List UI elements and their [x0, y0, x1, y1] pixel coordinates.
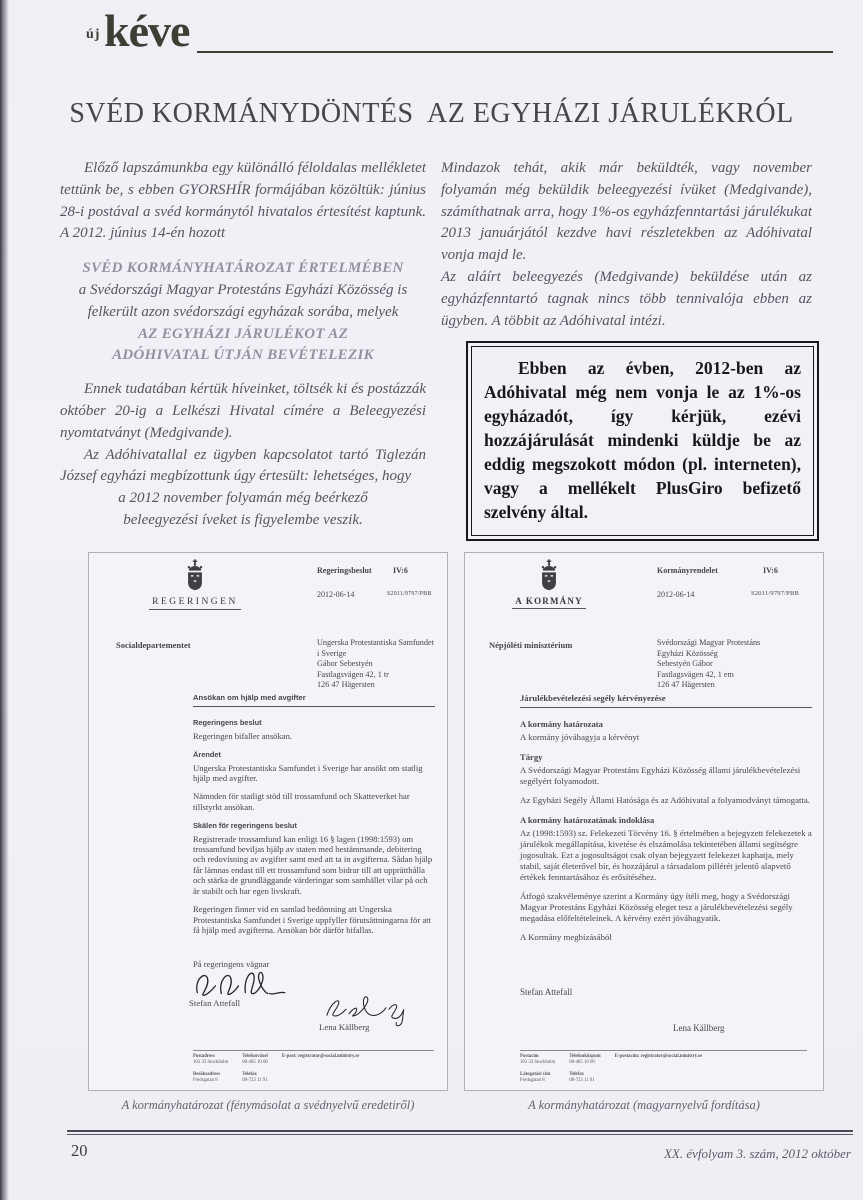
- crown-shield-icon: [182, 559, 208, 591]
- article-title: SVÉD KORMÁNYDÖNTÉS AZ EGYHÁZI JÁRULÉKRÓL: [69, 98, 794, 129]
- page-number: 20: [71, 1141, 88, 1160]
- footer-label: Postacím: [520, 1054, 539, 1059]
- doc-reference: S2011/9797/PBB: [751, 590, 800, 597]
- subject-heading: Ansökan om hjälp med avgifter: [193, 693, 435, 707]
- footer-label: Telefonközpont: [569, 1054, 601, 1059]
- section-paragraph: A kormány jóváhagyja a kérvényt: [520, 732, 640, 742]
- signer-name: Stefan Attefall: [189, 998, 241, 1008]
- section-title: Ärendet: [193, 750, 221, 760]
- logo-prefix: új: [86, 27, 101, 42]
- document-hungarian-translation: [464, 552, 824, 1091]
- footer-value: 08-405 10 00: [569, 1060, 595, 1065]
- recipient-address: [657, 638, 760, 691]
- footer-column: [282, 1054, 360, 1084]
- section-title: Regeringens beslut: [193, 718, 262, 728]
- footer-label: Postadress: [193, 1054, 215, 1059]
- recipient-line: Sebestyén Gábor: [657, 659, 713, 669]
- recipient-line: Gábor Sebestyén: [317, 659, 373, 669]
- government-name: A KORMÁNY: [512, 596, 586, 609]
- paragraph: Mindazok tehát, akik már beküldték, vagy november folyamán még beküldik beleegyezési ívüket (Medgivande), számíthatnak arra, hogy 1%-os egyházfenntartási járulékukat 2013 januárjától kezdve havi részletekben az Adóhivatal vonja majd le.: [441, 160, 812, 264]
- emphasis-line: felkerült azon svédországi egyházak sorába, melyek: [87, 303, 399, 320]
- section-paragraph: Ungerska Protestantiska Samfundet i Sverige har ansökt om statlig hjälp med avgifter.: [193, 762, 423, 784]
- scan-edge-shadow: [0, 0, 9, 1200]
- emphasis-line: a Svédországi Magyar Protestáns Egyházi Közösség is: [78, 281, 408, 298]
- footer-rule: [67, 1130, 853, 1135]
- section-paragraph: Regeringen bifaller ansökan.: [193, 730, 293, 741]
- section-title: Tárgy: [520, 752, 543, 762]
- recipient-address: [317, 638, 434, 691]
- recipient-line: i Sverige: [317, 648, 347, 658]
- paragraph: Előző lapszámunkba egy különálló féloldalas mellékletet tettünk be, s ebben GYORSHÍR formájában közöltük: június 28-i postával a svéd kormánytól hivatalos értesítést kaptunk. A 2012. június 14-én hozott: [60, 160, 426, 242]
- recipient-line: Fastlagsvägen 42, 1 em: [657, 669, 734, 679]
- government-name: REGERINGEN: [149, 597, 241, 610]
- government-emblem: [493, 559, 605, 609]
- footer-label: Telefax: [242, 1072, 257, 1077]
- document-swedish-original: [88, 552, 448, 1091]
- doc-type-label: Regeringsbeslut: [317, 566, 372, 575]
- footer-column: [569, 1054, 601, 1084]
- footer-column: [520, 1054, 555, 1084]
- footer-label: Látogatási cím: [520, 1072, 551, 1077]
- section-title: A kormány határozata: [520, 719, 603, 729]
- signer-name: Stefan Attefall: [520, 987, 573, 997]
- notice-text: Ebben az évben, 2012-ben az Adóhivatal még nem vonja le az 1%-os egyházadót, így kérjük, ezévi hozzájárulását mindenki küldje be az eddig megszokott módon (pl. interneten), vagy a mellékelt PlusGiro befizető szelvény által.: [471, 346, 814, 536]
- section-title: Skälen för regeringens beslut: [193, 821, 297, 831]
- doc-body: [520, 693, 812, 951]
- doc-type-label: Kormányrendelet: [657, 566, 718, 575]
- doc-number: IV:6: [393, 566, 408, 575]
- footer-value: 103 33 Stockholm: [520, 1060, 556, 1065]
- masthead-rule: [197, 51, 833, 53]
- article-column-left: [60, 158, 426, 532]
- section-paragraph: Regeringen finner vid en samlad bedömning att Ungerska Protestantiska Samfundet i Sverige uppfyller förutsättningarna för att få hjälp med avgifterna. Ansökan bör därför bifallas.: [193, 904, 431, 935]
- paragraph: Az aláírt beleegyezés (Medgivande) beküldése után az egyházfenntartó tagnak nincs több tennivalója ebben az ügyben. A többit az Adóhivatal intézi.: [441, 268, 812, 329]
- footer-label: Besöksadress: [193, 1072, 221, 1077]
- recipient-line: Svédországi Magyar Protestáns: [657, 638, 761, 647]
- crown-shield-icon: [536, 559, 562, 591]
- footer-value: Fredsgatan 8: [193, 1078, 218, 1083]
- recipient-line: 126 47 Hägersten: [657, 680, 715, 690]
- footer-label: Telefonväxel: [242, 1054, 268, 1059]
- paragraph: a 2012 november folyamán még beérkező: [118, 490, 368, 507]
- paragraph: Ennek tudatában kértük híveinket, töltsék ki és postázzák október 20-ig a Lelkészi Hivatal címére a Beleegyezési nyomtatványt (Medgivande).: [60, 381, 426, 441]
- closing-line: A Kormány megbízásából: [520, 932, 612, 942]
- paragraph: Az Adóhivatallal ez ügyben kapcsolatot tartó Tiglezán József egyházi megbízottunk úgy értesült: lehetséges, hogy: [60, 446, 426, 485]
- subject-heading: Járulékbevételezési segély kérvényezése: [520, 693, 812, 708]
- doc-date: 2012-06-14: [317, 590, 355, 599]
- recipient-line: Ungerska Protestantiska Samfundet: [317, 638, 434, 647]
- doc-body: [193, 693, 435, 943]
- doc-reference: S2011/9797/PBB: [387, 591, 432, 597]
- closing-line: På regeringens vägnar: [193, 959, 270, 969]
- footer-column: [615, 1054, 702, 1084]
- logo-word: kéve: [104, 5, 190, 56]
- footer-column: [193, 1054, 228, 1084]
- issue-info: XX. évfolyam 3. szám, 2012 október: [663, 1146, 851, 1161]
- section-title: A kormány határozatának indoklása: [520, 815, 655, 825]
- section-paragraph: A Svédországi Magyar Protestáns Egyházi Közösség állami járulékbevételezési segélyért folyamodott.: [520, 765, 801, 786]
- section-paragraph: Registrerade trossamfund kan enligt 16 § lagen (1998:1593) om trossamfund beviljas hjälp av staten med bestämmande, debitering och redovisning av avgifter samt med att ta in avgifterna. Sådan hjälp får lämnas endast till ett trossamfund som bidrar till att upprätthålla och stärka de grundläggande värderingar som samhället vilar på och är stabilt och har egen livskraft.: [193, 833, 433, 896]
- signer-name: Lena Källberg: [319, 1022, 370, 1032]
- department-label: Népjóléti minisztérium: [489, 640, 573, 650]
- section-paragraph: Nämnden för statligt stöd till trossamfund och Skatteverket har tillstyrkt ansökan.: [193, 791, 410, 812]
- footer-value: Fredsgatan 8: [520, 1078, 545, 1083]
- emphasis-line: AZ EGYHÁZI JÁRULÉKOT AZ: [137, 325, 349, 342]
- signature-block: [319, 993, 419, 1032]
- footer-value: 103 33 Stockholm: [193, 1060, 229, 1065]
- section-paragraph: Átfogó szakvéleménye szerint a Kormány úgy ítéli meg, hogy a Svédországi Magyar Protestáns Egyházi Közösség eleget tesz a járulékbevételezési segély megadása előfeltételeinek. A kérvény ezért jóváhagyatik.: [520, 891, 793, 923]
- emphasis-line: SVÉD KORMÁNYHATÁROZAT ÉRTELMÉBEN: [82, 260, 404, 277]
- section-paragraph: Az Egyházi Segély Állami Hatósága és az Adóhivatal a folyamodványt támogatta.: [520, 795, 810, 805]
- doc-footer: [193, 1050, 434, 1084]
- notice-box: [466, 341, 819, 541]
- doc-date: 2012-06-14: [657, 590, 695, 599]
- recipient-line: 126 47 Hägersten: [317, 680, 375, 690]
- emphasis-block: [60, 258, 426, 367]
- footer-value: 08-723 11 91: [569, 1078, 595, 1083]
- footer-value: 08-723 11 91: [242, 1078, 268, 1083]
- footer-label: Telefax: [569, 1072, 584, 1077]
- footer-value: 08-405 10 00: [242, 1060, 268, 1065]
- footer-column: [242, 1054, 268, 1084]
- article-column-right: [441, 158, 812, 332]
- footer-value: E-postacím: registrator@social.ministry.se: [614, 1054, 703, 1059]
- paragraph: beleegyezési íveket is figyelembe veszik.: [123, 511, 363, 528]
- government-emblem: [139, 559, 251, 610]
- footer-value: E-post: registrator@social.ministry.se: [281, 1054, 360, 1059]
- doc-number: IV:6: [763, 566, 778, 575]
- recipient-line: Egyházi Közösség: [657, 648, 718, 658]
- section-paragraph: Az (1998:1593) sz. Felekezeti Törvény 16. § értelmében a bejegyzett felekezetek a járulékok megállapítása, kivetése és elszámolása tekintetében állami segítségre jogosultak. Ezt a jogosultságot csak olyan bejegyzett felekezet kaphatja, mely stabil, saját életerővel bír, és hozzájárul a társadalom pillérét jelentő alapvető értékek fenntartásához és erősítéséhez.: [520, 828, 812, 882]
- document-caption: A kormányhatározat (magyarnyelvű fordítása): [528, 1098, 760, 1112]
- signer-name: Lena Källberg: [673, 1023, 725, 1033]
- signature-block: [189, 967, 294, 1008]
- department-label: Socialdepartementet: [116, 640, 191, 650]
- emphasis-line: ADÓHIVATAL ÚTJÁN BEVÉTELEZIK: [112, 347, 374, 364]
- document-caption: A kormányhatározat (fénymásolat a svédnyelvű eredetiről): [121, 1098, 415, 1112]
- doc-footer: [520, 1050, 807, 1084]
- recipient-line: Fastlagsvägen 42, 1 tr: [317, 669, 389, 679]
